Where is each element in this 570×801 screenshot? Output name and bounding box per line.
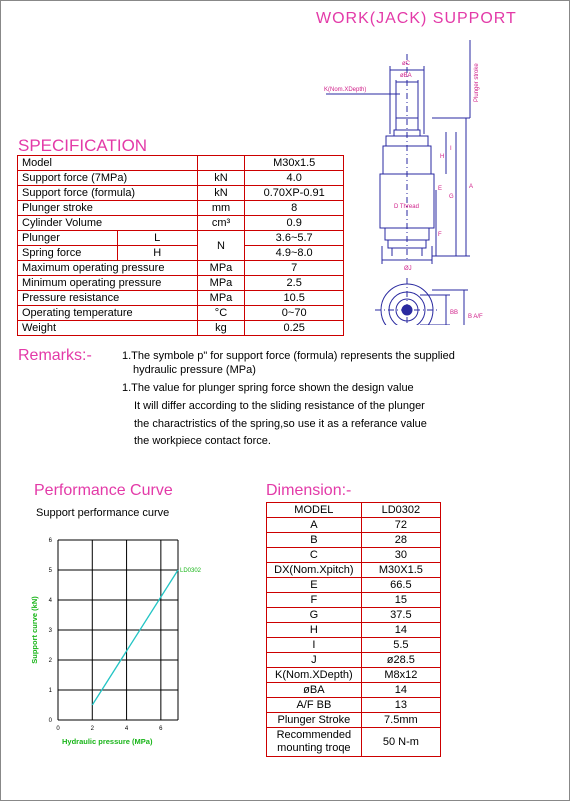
table-row (267, 728, 441, 757)
table-row (18, 246, 344, 261)
table-row (18, 216, 344, 231)
remark-line: 1.The symbole p" for support force (formula) represents the supplied (122, 350, 455, 362)
x-tick-label: 4 (124, 726, 129, 732)
table-row (267, 548, 441, 563)
dim-label: I (267, 638, 362, 653)
spec-unit: cm³ (197, 216, 245, 231)
dim-value: 15 (361, 593, 440, 608)
dim-label: Plunger Stroke (267, 713, 362, 728)
performance-chart (24, 530, 239, 755)
dim-value: 14 (361, 683, 440, 698)
table-row (18, 321, 344, 336)
spec-item: Maximum operating pressure (18, 261, 198, 276)
spec-item: Pressure resistance (18, 291, 198, 306)
spring-h-label: H (117, 246, 197, 261)
remark-line: hydraulic pressure (MPa) (133, 364, 256, 376)
spec-item: Support force (7MPa) (18, 171, 198, 186)
table-row (18, 276, 344, 291)
spec-value: 2.5 (245, 276, 344, 291)
y-tick-label: 4 (48, 598, 52, 604)
spec-value: 10.5 (245, 291, 344, 306)
table-row (267, 698, 441, 713)
table-row (18, 186, 344, 201)
remark-line: the workpiece contact force. (134, 435, 271, 447)
table-row (267, 563, 441, 578)
dim-value: 14 (361, 623, 440, 638)
x-tick-label: 2 (90, 726, 94, 732)
dim-label: øBA (267, 683, 362, 698)
spec-unit: MPa (197, 276, 245, 291)
table-row (18, 156, 344, 171)
support-technical-drawing (320, 40, 490, 325)
dim-label-torque (267, 728, 362, 757)
y-tick-label: 5 (48, 568, 52, 574)
dim-label: DX(Nom.Xpitch) (267, 563, 362, 578)
dim-torque-line2: mounting troqe (277, 742, 351, 754)
spec-value: 0.70XP-0.91 (245, 186, 344, 201)
table-row (267, 713, 441, 728)
spec-value: 0~70 (245, 306, 344, 321)
remarks-title: Remarks:- (18, 347, 92, 364)
table-row (18, 291, 344, 306)
y-tick-label: 0 (48, 718, 52, 724)
dim-label: C (267, 548, 362, 563)
dim-label-k: K(Nom.XDepth) (324, 87, 367, 93)
dim-label-d: D Thread (394, 204, 419, 210)
y-axis-label: Support curve (kN) (30, 596, 39, 664)
spec-value: 0.25 (245, 321, 344, 336)
spec-unit: kN (197, 186, 245, 201)
table-row (267, 683, 441, 698)
table-row (267, 578, 441, 593)
spec-item: Weight (18, 321, 198, 336)
series-label: LD0302 (180, 568, 202, 574)
table-row (267, 518, 441, 533)
dim-label: A/F BB (267, 698, 362, 713)
spec-unit (197, 156, 245, 171)
dim-label: F (267, 593, 362, 608)
y-tick-label: 2 (48, 658, 52, 664)
dim-label: A (267, 518, 362, 533)
spring-plunger-label: Plunger (18, 231, 118, 246)
table-row (267, 668, 441, 683)
dim-header-label: MODEL (267, 503, 362, 518)
remark-line: 1.The value for plunger spring force shown the design value (122, 382, 414, 394)
remark-line: It will differ according to the sliding resistance of the plunger (134, 400, 425, 412)
spec-unit: mm (197, 201, 245, 216)
table-row (267, 653, 441, 668)
dim-value: 50 N-m (361, 728, 440, 757)
table-row (18, 231, 344, 246)
x-tick-label: 0 (56, 726, 60, 732)
dim-label-h: H (440, 154, 445, 160)
x-tick-label: 6 (159, 726, 163, 732)
dim-value: 30 (361, 548, 440, 563)
spec-value: 4.0 (245, 171, 344, 186)
dim-label: H (267, 623, 362, 638)
spec-value: M30x1.5 (245, 156, 344, 171)
spring-l-label: L (117, 231, 197, 246)
dim-label-g: G (449, 194, 454, 200)
spec-unit: kg (197, 321, 245, 336)
spring-l-value: 3.6~5.7 (245, 231, 344, 246)
dim-label-af: B A/F (468, 314, 483, 320)
dim-value: 13 (361, 698, 440, 713)
y-tick-label: 1 (48, 688, 52, 694)
performance-subtitle: Support performance curve (36, 507, 170, 519)
dim-label-f: F (438, 232, 442, 238)
table-row (267, 593, 441, 608)
spec-value: 0.9 (245, 216, 344, 231)
spec-value: 7 (245, 261, 344, 276)
spring-h-value: 4.9~8.0 (245, 246, 344, 261)
table-row (267, 608, 441, 623)
table-row (267, 623, 441, 638)
dim-torque-line1: Recommended (276, 729, 352, 741)
table-row (267, 503, 441, 518)
spring-unit: N (197, 231, 245, 261)
spec-item: Cylinder Volume (18, 216, 198, 231)
dim-value: 7.5mm (361, 713, 440, 728)
spec-unit: °C (197, 306, 245, 321)
dim-value: 5.5 (361, 638, 440, 653)
dim-label: E (267, 578, 362, 593)
spec-item: Support force (formula) (18, 186, 198, 201)
y-tick-label: 3 (48, 628, 52, 634)
table-row (18, 306, 344, 321)
spec-item: Model (18, 156, 198, 171)
dim-value: 66.5 (361, 578, 440, 593)
dim-label-ba: øBA (400, 73, 412, 79)
remark-line: the charactristics of the spring,so use it as a referance value (134, 418, 427, 430)
spec-item: Operating temperature (18, 306, 198, 321)
dim-value: M30X1.5 (361, 563, 440, 578)
dim-label-i: I (450, 146, 452, 152)
spec-unit: kN (197, 171, 245, 186)
spec-item: Minimum operating pressure (18, 276, 198, 291)
dim-label-bb: BB (450, 310, 459, 316)
dim-value: 37.5 (361, 608, 440, 623)
x-axis-label: Hydraulic pressure (MPa) (62, 737, 153, 746)
dim-label-a: A (469, 184, 474, 190)
y-tick-label: 6 (48, 538, 52, 544)
dim-label-c: øC (402, 61, 410, 67)
page-title: WORK(JACK) SUPPORT (316, 10, 517, 27)
dim-value: M8x12 (361, 668, 440, 683)
dim-header-value: LD0302 (361, 503, 440, 518)
table-row (18, 171, 344, 186)
table-row (18, 201, 344, 216)
specification-table (17, 155, 344, 336)
dim-value: 28 (361, 533, 440, 548)
dim-label: J (267, 653, 362, 668)
spec-unit: MPa (197, 261, 245, 276)
dim-value: 72 (361, 518, 440, 533)
dim-label: B (267, 533, 362, 548)
dim-label: G (267, 608, 362, 623)
spec-value: 8 (245, 201, 344, 216)
table-row (18, 261, 344, 276)
dim-label-j: ØJ (404, 266, 412, 272)
table-row (267, 533, 441, 548)
dim-label-stroke: Plunger stroke (474, 63, 480, 102)
dim-value: ø28.5 (361, 653, 440, 668)
dim-label-e: E (438, 186, 443, 192)
spec-item: Plunger stroke (18, 201, 198, 216)
spec-unit: MPa (197, 291, 245, 306)
dimension-table (266, 502, 441, 757)
performance-title: Performance Curve (34, 482, 173, 499)
series-line-ld0302 (92, 570, 178, 705)
dim-label: K(Nom.XDepth) (267, 668, 362, 683)
table-row (267, 638, 441, 653)
specification-title: SPECIFICATION (18, 136, 148, 155)
dimension-title: Dimension:- (266, 482, 352, 499)
spring-force-label: Spring force (18, 246, 118, 261)
